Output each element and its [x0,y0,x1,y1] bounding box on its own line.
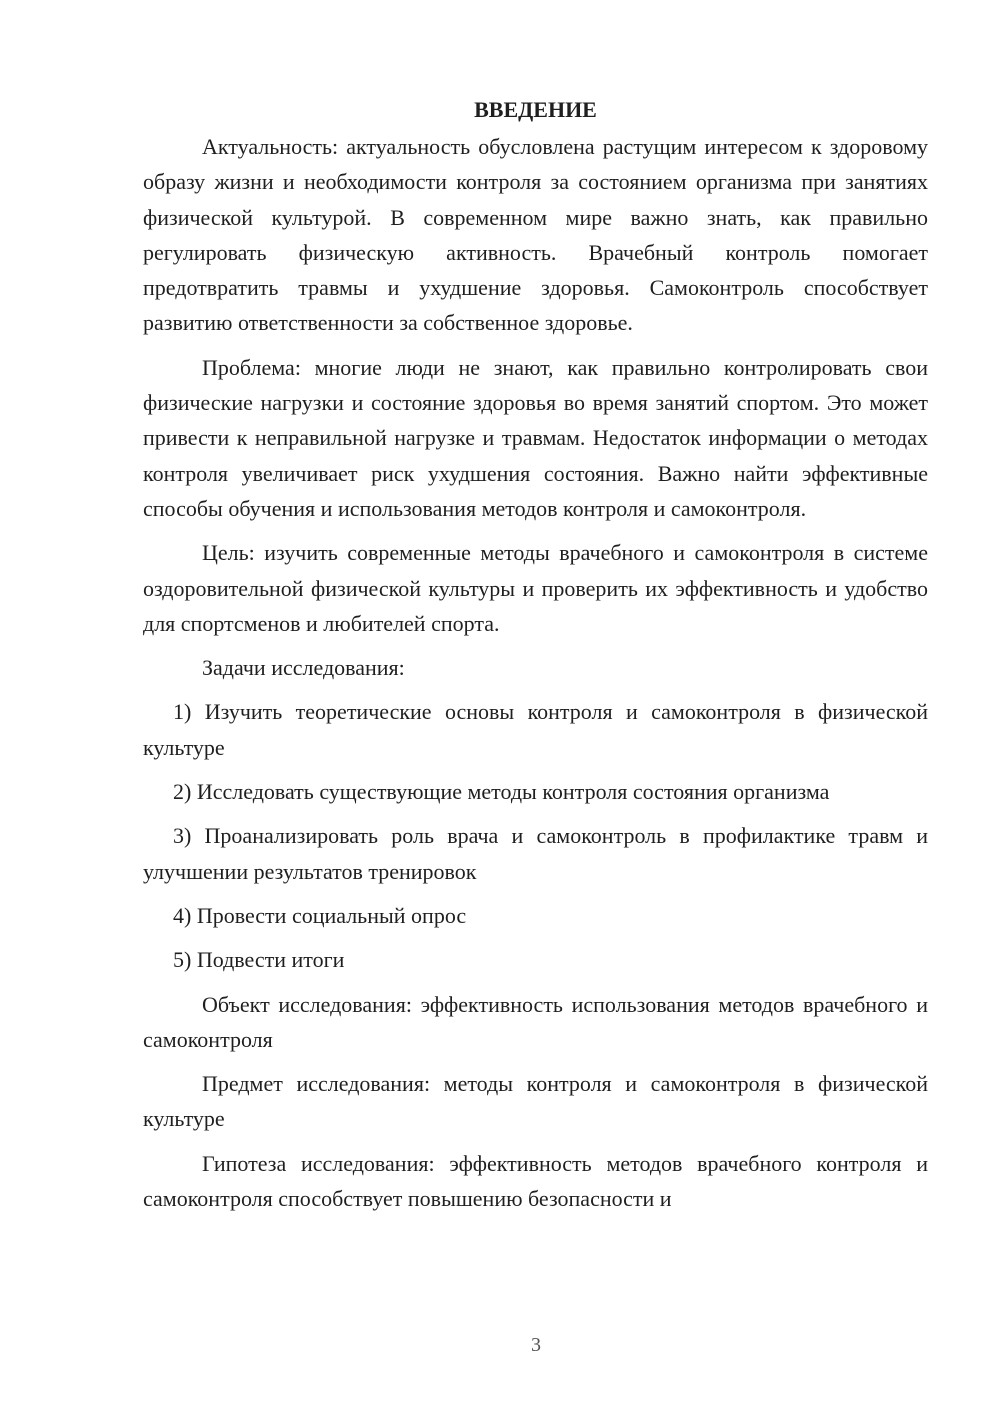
document-page [143,95,928,1225]
page-number: 3 [531,1334,541,1356]
section-heading: ВВЕДЕНИЕ [474,97,597,122]
paragraph-object: Объект исследования: эффективность использования методов врачебного и самоконтроля [143,991,928,1052]
task-item-4: 4) Провести социальный опрос [173,902,467,928]
task-item-1: 1) Изучить теоретические основы контроля и самоконтроля в физической культуре [143,699,928,760]
task-item-5: 5) Подвести итоги [173,947,345,973]
tasks-title: Задачи исследования: [202,655,405,681]
task-item-3: 3) Проанализировать роль врача и самоконтроль в профилактике травм и улучшении результатов тренировок [143,823,928,884]
paragraph-problem: Проблема: многие люди не знают, как правильно контролировать свои физические нагрузки и состояние здоровья во время занятий спортом. Это может привести к неправильной нагрузке и травмам. Недостаток информации о методах контроля увеличивает риск ухудшения состояния. Важно найти эффективные способы обучения и использования методов контроля и самоконтроля. [143,354,928,521]
paragraph-goal: Цель: изучить современные методы врачебного и самоконтроля в системе оздоровительной физической культуры и проверить их эффективность и удобство для спортсменов и любителей спорта. [143,540,928,636]
paragraph-subject: Предмет исследования: методы контроля и самоконтроля в физической культуре [143,1071,928,1132]
paragraph-hypothesis: Гипотеза исследования: эффективность методов врачебного контроля и самоконтроля способствует повышению безопасности и [143,1150,928,1212]
task-item-2: 2) Исследовать существующие методы контроля состояния организма [173,779,830,805]
paragraph-relevance: Актуальность: актуальность обусловлена растущим интересом к здоровому образу жизни и необходимости контроля за состоянием организма при занятиях физической культурой. В современном мире важно знать, как правильно регулировать физическую активность. Врачебный контроль помогает предотвратить травмы и ухудшение здоровья. Самоконтроль способствует развитию ответственности за собственное здоровье. [143,134,928,336]
